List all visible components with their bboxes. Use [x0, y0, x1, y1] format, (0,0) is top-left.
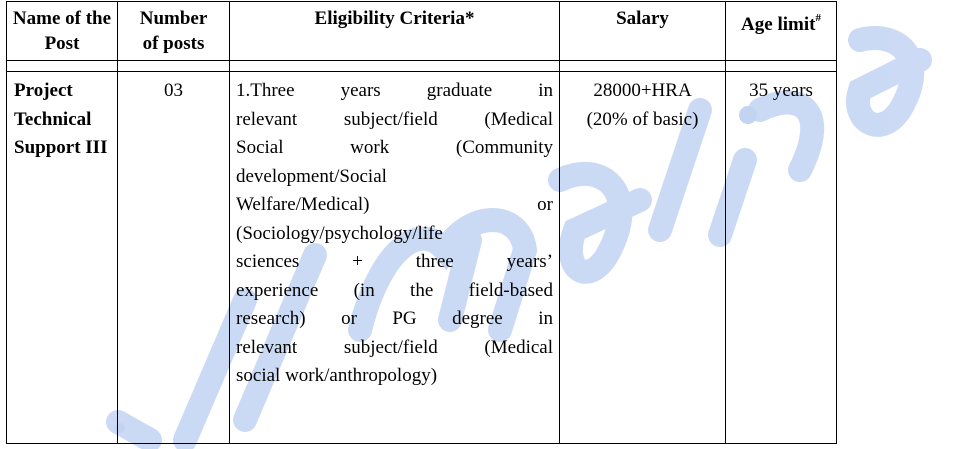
eligibility-cell	[230, 72, 560, 444]
spacer-cell	[726, 61, 837, 72]
header-name-line2: Post	[44, 33, 80, 54]
post-name-line: Technical	[14, 108, 92, 130]
header-age-limit	[726, 2, 837, 61]
age-limit-cell: 35 years	[726, 72, 837, 444]
header-name-line1: Name of the	[12, 8, 112, 29]
table-spacer-row	[7, 61, 837, 72]
eligibility-line: social work/anthropology)	[236, 365, 438, 386]
spacer-cell	[118, 61, 230, 72]
eligibility-line: research) or PG degree in	[236, 308, 553, 329]
table-row	[7, 72, 837, 444]
eligibility-line: experience (in the field-based	[236, 279, 553, 301]
salary-cell	[560, 72, 726, 444]
post-name-line: Project	[14, 80, 73, 101]
eligibility-line: Social work (Community	[236, 137, 553, 158]
eligibility-line: relevant subject/field (Medical	[236, 336, 553, 358]
header-age-mark: #	[815, 12, 821, 24]
header-number-line2: of posts	[142, 33, 205, 54]
eligibility-line: (Sociology/psychology/life	[236, 222, 443, 244]
eligibility-line: development/Social	[236, 165, 387, 187]
post-name-line: Support III	[14, 137, 108, 158]
eligibility-line: relevant subject/field (Medical	[236, 108, 553, 130]
header-number-of-posts	[118, 2, 230, 61]
header-salary: Salary	[560, 2, 726, 61]
number-of-posts-cell: 03	[118, 72, 230, 444]
eligibility-line: sciences + three years’	[236, 251, 553, 272]
table-header-row	[7, 2, 837, 61]
eligibility-line: 1.Three years graduate in	[236, 80, 553, 101]
post-name-cell	[7, 72, 118, 444]
header-number-line1: Number	[139, 8, 208, 29]
spacer-cell	[7, 61, 118, 72]
header-age-text: Age limit	[741, 14, 816, 35]
header-name-of-post	[7, 2, 118, 61]
eligibility-line: Welfare/Medical) or	[236, 194, 553, 215]
salary-line2: (20% of basic)	[586, 108, 699, 130]
posts-table	[6, 1, 837, 444]
salary-line1: 28000+HRA	[593, 80, 692, 101]
header-eligibility: Eligibility Criteria*	[230, 2, 560, 61]
spacer-cell	[230, 61, 560, 72]
spacer-cell	[560, 61, 726, 72]
